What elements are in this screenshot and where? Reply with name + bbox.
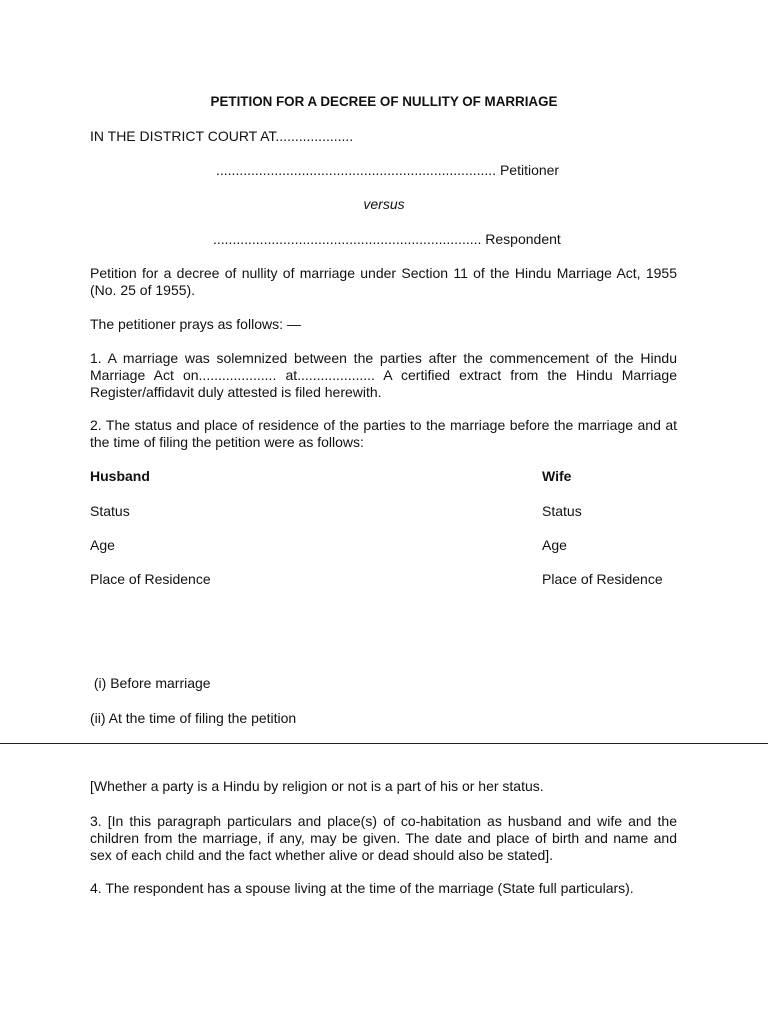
petitioner-line: ........................................................................ Petitioner	[216, 162, 560, 178]
intro-paragraph: Petition for a decree of nullity of marriage under Section 11 of the Hindu Marriage Act, 1955 (No. 25 of 1955).	[90, 265, 677, 298]
husband-header: Husband	[90, 468, 150, 484]
at-filing-label: (ii) At the time of filing the petition	[90, 710, 297, 726]
husband-age-label: Age	[90, 537, 115, 553]
court-line: IN THE DISTRICT COURT AT....................	[90, 128, 354, 144]
wife-age-label: Age	[542, 537, 567, 553]
prays-line: The petitioner prays as follows: —	[90, 316, 301, 332]
wife-status-label: Status	[542, 503, 582, 519]
husband-residence-label: Place of Residence	[90, 571, 211, 587]
versus-label: versus	[363, 196, 405, 212]
footnote-divider	[0, 743, 768, 744]
document-title: PETITION FOR A DECREE OF NULLITY OF MARRIAGE	[210, 94, 558, 109]
paragraph-3: 3. [In this paragraph particulars and place(s) of co-habitation as husband and wife and the children from the marriage, if any, may be given. The date and place of birth and name and sex of each child and the fact whether alive or dead should also be stated].	[90, 813, 677, 863]
wife-residence-label: Place of Residence	[542, 571, 663, 587]
paragraph-4: 4. The respondent has a spouse living at the time of the marriage (State full particulars).	[90, 880, 634, 896]
respondent-line: ..................................................................... Respondent	[213, 231, 561, 247]
paragraph-2: 2. The status and place of residence of the parties to the marriage before the marriage and at the time of filing the petition were as follows:	[90, 417, 677, 450]
husband-status-label: Status	[90, 503, 130, 519]
before-marriage-label: (i) Before marriage	[90, 675, 211, 691]
wife-header: Wife	[542, 468, 572, 484]
footnote-text: [Whether a party is a Hindu by religion or not is a part of his or her status.	[90, 778, 544, 794]
paragraph-1: 1. A marriage was solemnized between the parties after the commencement of the Hindu Marriage Act on.................... at.................... A certified extract from the Hindu Marriage Register/affidavit duly attested is filed herewith.	[90, 350, 677, 400]
